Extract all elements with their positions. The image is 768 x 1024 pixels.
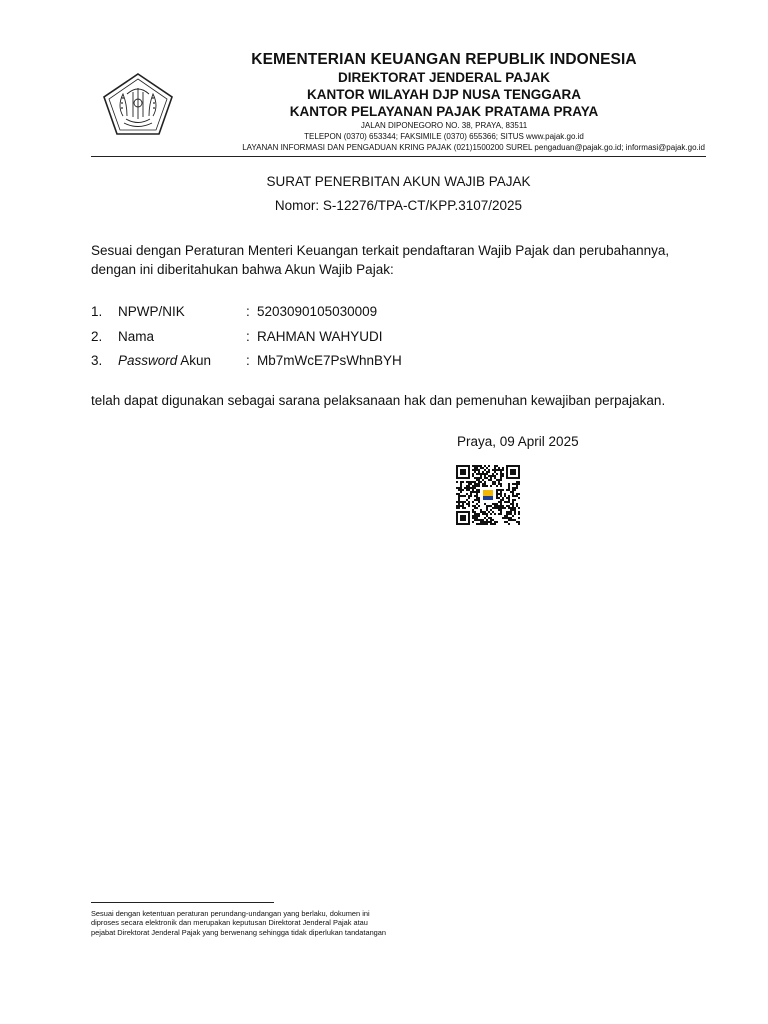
footnote-line: pejabat Direktorat Jenderal Pajak yang berwenang sehingga tidak diperlukan tandatangan	[91, 927, 387, 937]
row-number: 2.	[91, 328, 103, 344]
row-colon: :	[246, 328, 250, 344]
row-label: NPWP/NIK	[118, 304, 185, 319]
row-number: 1.	[91, 304, 103, 319]
npwp-value: 5203090105030009	[257, 304, 378, 319]
service-contact: LAYANAN INFORMASI DAN PENGADUAN KRING PAJAK (021)1500200 SUREL pengaduan@pajak.go.id; informasi@pajak.go.id	[242, 143, 705, 152]
footnote-line: diproses secara elektronik dan merupakan keputusan Direktorat Jenderal Pajak atau	[91, 918, 368, 928]
row-colon: :	[246, 353, 250, 368]
footnote-divider	[91, 902, 274, 903]
intro-line: dengan ini diberitahukan bahwa Akun Wajib Pajak:	[91, 262, 394, 277]
letterhead	[180, 50, 708, 153]
row-label-italic: Password	[118, 353, 178, 368]
regional-office-name: KANTOR WILAYAH DJP NUSA TENGGARA	[306, 87, 582, 102]
name-value: RAHMAN WAHYUDI	[257, 328, 383, 344]
footnote-line: Sesuai dengan ketentuan peraturan perundang-undangan yang berlaku, dokumen ini	[91, 909, 370, 918]
detail-row-npwp	[91, 302, 706, 327]
office-contact: TELEPON (0370) 653344; FAKSIMILE (0370) 655366; SITUS www.pajak.go.id	[304, 132, 584, 141]
intro-line: Sesuai dengan Peraturan Menteri Keuangan terkait pendaftaran Wajib Pajak dan perubahannya,	[91, 243, 670, 258]
tax-office-name: KANTOR PELAYANAN PAJAK PRATAMA PRAYA	[289, 104, 599, 119]
row-label	[118, 351, 211, 371]
row-label: Nama	[118, 328, 155, 344]
letterhead-divider	[91, 156, 706, 157]
letter-number: Nomor: S-12276/TPA-CT/KPP.3107/2025	[274, 198, 523, 213]
ministry-name: KEMENTERIAN KEUANGAN REPUBLIK INDONESIA	[251, 51, 637, 68]
account-details-list	[91, 302, 706, 376]
detail-row-name	[91, 327, 706, 352]
office-address: JALAN DIPONEGORO NO. 38, PRAYA, 83511	[360, 121, 528, 130]
letter-title: SURAT PENERBITAN AKUN WAJIB PAJAK	[266, 174, 531, 189]
place-date: Praya, 09 April 2025	[457, 434, 579, 449]
intro-paragraph	[91, 241, 706, 279]
kemenkeu-emblem-icon	[101, 72, 175, 136]
qr-code-icon	[456, 465, 520, 525]
password-value: Mb7mWcE7PsWhnBYH	[257, 353, 402, 368]
directorate-name: DIREKTORAT JENDERAL PAJAK	[337, 70, 551, 85]
row-number: 3.	[91, 353, 103, 368]
footnote	[91, 909, 421, 937]
detail-row-password	[91, 351, 706, 376]
closing-paragraph: telah dapat digunakan sebagai sarana pelaksanaan hak dan pemenuhan kewajiban perpajakan.	[91, 393, 666, 408]
row-label-rest: Akun	[177, 353, 212, 368]
row-colon: :	[246, 304, 250, 319]
